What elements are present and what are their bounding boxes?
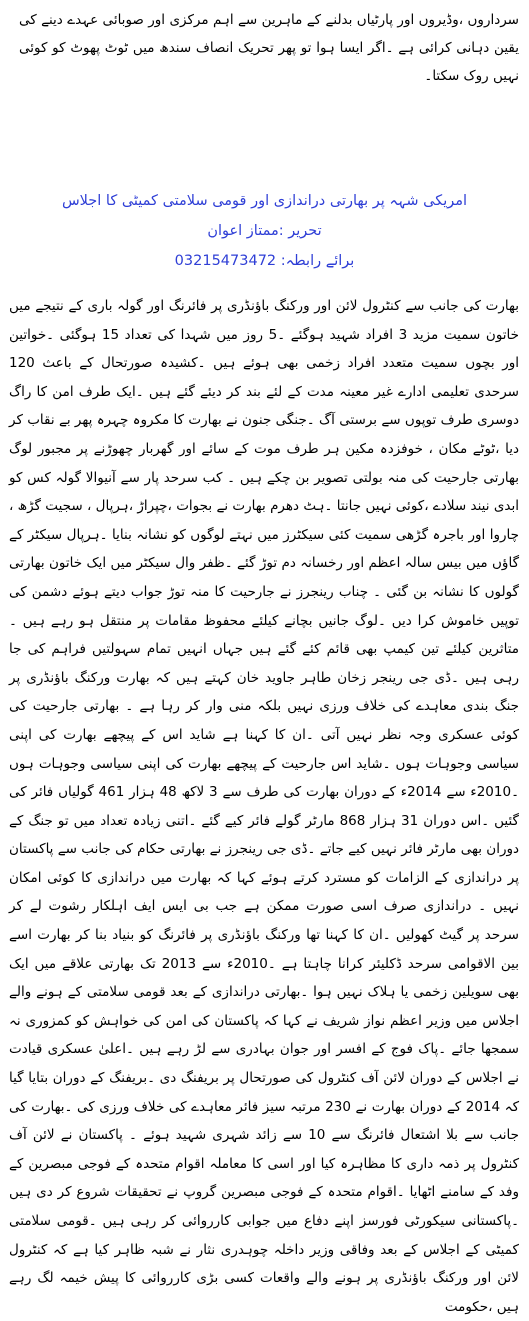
article-body (9, 292, 519, 1321)
article-author: تحریر :ممتاز اعوان (207, 223, 322, 239)
article-heading (0, 186, 529, 276)
article-title: امریکی شہہ پر بھارتی دراندازی اور قومی سلامتی کمیٹی کا اجلاس (61, 193, 468, 209)
intro-paragraph: سرداروں ،وڈیروں اور پارٹیاں بدلنے کے ماہرین سے اہم مرکزی اور صوبائی عہدے دینے کی یقین دہانی کرائی ہے ۔اگر ایسا ہوا تو پھر تحریک انصاف سندھ میں ٹوٹ پھوٹ کو کوئی نہیں روک سکتا۔ (19, 12, 519, 84)
article-body-paragraph: بھارت کی جانب سے کنٹرول لائن اور ورکنگ باؤنڈری پر فائرنگ اور گولہ باری کے نتیجے میں خاتون سمیت مزید 3 افراد شہید ہوگئے ۔5 روز میں شہدا کی تعداد 15 ہوگئی ۔خواتین اور بچوں سمیت متعدد افراد زخمی بھی ہوئے ہیں ۔کشیدہ صورتحال کے باعث 120 سرحدی تعلیمی ادارے غیر معینہ مدت کے لئے بند کر دیئے گئے ہیں ۔ایک طرف امن کا راگ دوسری طرف توپوں سے برستی آگ ۔جنگی جنون نے بھارت کا مکروہ چہرہ پھر بے نقاب کر دیا ،ٹوٹے مکان ، خوفزدہ مکین ہر طرف موت کے سائے اور گھربار چھوڑنے پر مجبور لوگ بھارتی جارحیت کی منہ بولتی تصویر بن چکے ہیں ۔ کب سرحد پار سے آنیوالا گولہ کس کو ابدی نیند سلادے ،کوئی نہیں جانتا ۔ہٹ دھرم بھارت نے بجوات ،چپراڑ ،ہرپال ، سجیت گڑھ ، چاروا اور باجرہ گڑھی سمیت کئی سیکٹرز میں نہتے لوگوں کو نشانہ بنایا ۔ہرپال سیکٹر کے گاؤں میں بیس سالہ اعظم اور رخسانہ دم توڑ گئے ۔ظفر وال سیکٹر میں ایک خاتون بھارتی گولوں کا نشانہ بن گئی ۔ چناب رینجرز نے جارحیت کا منہ توڑ جواب دیتے ہوئے دشمن کی توپیں خاموش کرا دیں ۔لوگ جانیں بچانے کیلئے محفوظ مقامات پر منتقل ہو رہے ہیں ۔ متاثرین کیلئے تین کیمپ بھی قائم کئے گئے ہیں جہاں انہیں تمام سہولتیں فراہم کی جا رہی ہیں ۔ڈی جی رینجر زخان طاہر جاوید خان کہتے ہیں کہ بھارت ورکنگ باؤنڈری پر جنگ بندی معاہدے کی خلاف ورزی نہیں بلکہ منی وار کر رہا ہے ۔ بھارتی جارحیت کی کوئی عسکری وجہ نظر نہیں آتی ۔ان کا کہنا ہے شاید اس کے پیچھے بھارت کی اپنی سیاسی وجوہات ہوں ۔شاید اس جارحیت کے پیچھے بھارت کی اپنی سیاسی وجوہات ہوں ۔2010ء سے 2014ء کے دوران بھارت کی طرف سے 3 لاکھ 48 ہزار 461 گولیاں فائر کی گئیں ۔اس دوران 31 ہزار 868 مارٹر گولے فائر کیے گئے ۔اتنی زیادہ تعداد میں تو جنگ کے دوران بھی مارٹر فائر نہیں کیے جاتے ۔ڈی جی رینجرز نے بھارتی حکام کی جانب سے پاکستان پر دراندازی کے الزامات کو مسترد کرتے ہوئے کہا کہ بھارت میں دراندازی کا کوئی امکان نہیں ۔ دراندازی صرف اسی صورت ممکن ہے جب بی ایس ایف اہلکار رشوت لے کر سرحد پر گیٹ کھولیں ۔ان کا کہنا تھا ورکنگ باؤنڈری پر فائرنگ کو بنیاد بنا کر بھارت اسے بین الاقوامی سرحد ڈکلیئر کرانا چاہتا ہے ۔2010ء سے 2013 تک بھارتی علاقے میں ایک بھی سویلین زخمی یا ہلاک نہیں ہوا ۔بھارتی دراندازی کے بعد قومی سلامتی کے ہونے والے اجلاس میں وزیر اعظم نواز شریف نے کہا کہ پاکستان کی امن کی خواہش کو کمزوری نہ سمجھا جائے ۔پاک فوج کے افسر اور جوان بہادری سے لڑ رہے ہیں ۔اعلیٰ عسکری قیادت نے اجلاس کے دوران لائن آف کنٹرول کی صورتحال پر بریفنگ دی ۔بریفنگ کے دوران بتایا گیا کہ 2014 کے دوران بھارت نے 230 مرتبہ سیز فائر معاہدے کی خلاف ورزی کی ۔بھارت کی جانب سے بلا اشتعال فائرنگ سے 10 سے زائد شہری شہید ہوئے ۔ پاکستان نے لائن آف کنٹرول پر ذمہ داری کا مظاہرہ کیا اور اسی کا معاملہ اقوام متحدہ کے فوجی مبصرین کے وفد کے سامنے اٹھایا ۔اقوام متحدہ کے فوجی مبصرین گروپ نے تحقیقات شروع کر دی ہیں ۔پاکستانی سیکورٹی فورسز اپنے دفاع میں جوابی کارروائی کر رہی ہیں ۔قومی سلامتی کمیٹی کے اجلاس کے بعد وفاقی وزیر داخلہ چوہدری نثار نے شبہ ظاہر کیا ہے کہ کنٹرول لائن اور ورکنگ باؤنڈری پر ہونے والے واقعات کسی بڑی کارروائی کا پیش خیمہ لگ رہے ہیں ،حکومت (9, 298, 520, 1315)
article-contact: برائے رابطہ: 03215473472 (174, 253, 355, 269)
intro-section (19, 6, 519, 90)
